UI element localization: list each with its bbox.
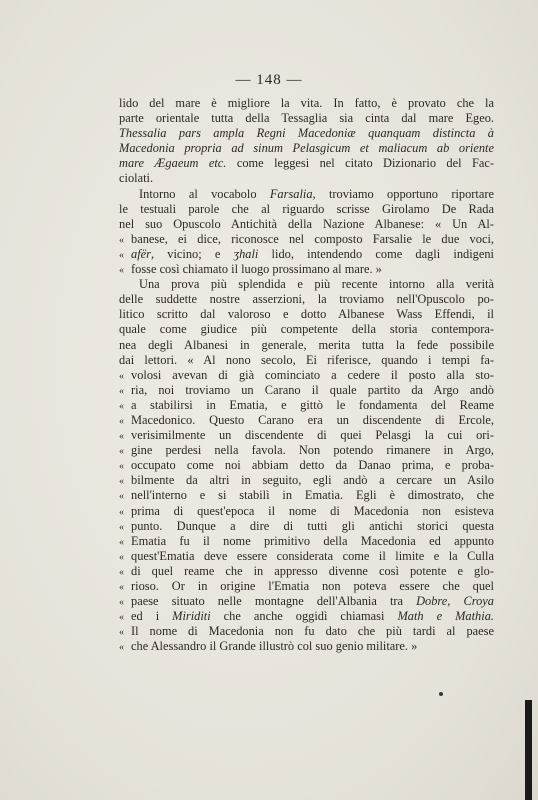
text-line xyxy=(119,96,494,111)
quote-mark: « xyxy=(119,491,124,503)
page-number: — 148 — xyxy=(235,72,303,88)
text-line xyxy=(119,594,494,609)
text-line xyxy=(119,579,494,594)
line-text: fosse così chiamato il luogo prossimano al mare. » xyxy=(131,262,382,277)
quote-mark: « xyxy=(119,234,124,246)
line-text: prima di quest'epoca il nome di Macedonia non esisteva xyxy=(131,503,494,518)
text-line xyxy=(119,171,494,186)
text-line xyxy=(119,338,494,353)
line-text: Ematia fu il nome primitivo della Macedonia ed appunto xyxy=(131,533,494,548)
quote-mark: « xyxy=(119,415,124,427)
line-text: che Alessandro il Grande illustrò col suo genio militare. » xyxy=(131,639,418,654)
line-text: verisimilmente un discendente di quei Pelasgi la cui ori- xyxy=(131,428,494,443)
quote-mark: « xyxy=(119,249,124,261)
text-line xyxy=(119,504,494,519)
line-text: Macedonico. Questo Carano era un discendente di Ercole, xyxy=(131,412,494,427)
quote-mark: « xyxy=(119,521,124,533)
italic-text: Math e Mathia. xyxy=(397,609,494,624)
line-text: parte orientale tutta della Tessaglia sia cinta dal mare Egeo. xyxy=(119,111,494,126)
line-text: Una prova più splendida e più recente intorno alla verità xyxy=(139,277,494,292)
italic-text: Dobre, Croya xyxy=(416,594,494,609)
line-text xyxy=(119,141,494,155)
text-line xyxy=(119,353,494,368)
text-line xyxy=(119,217,494,232)
line-text: quale come giudice più competente della storia contempora- xyxy=(119,322,494,337)
line-text: ciolati. xyxy=(119,171,154,186)
text-line xyxy=(119,534,494,549)
text-line xyxy=(119,111,494,126)
quote-mark: « xyxy=(119,597,124,609)
line-text: nea degli Albanesi in generale, merita tutta la fede possibile xyxy=(119,337,494,352)
text-line xyxy=(119,307,494,322)
text-line xyxy=(119,519,494,534)
italic-text: Farsalia xyxy=(269,186,313,201)
text-line xyxy=(119,549,494,564)
text-line xyxy=(119,247,494,262)
line-text: gine perdesi nella favola. Non potendo rimanere in Argo, xyxy=(131,443,494,458)
italic-text: ʒhali xyxy=(233,246,259,261)
line-text: Il nome di Macedonia non fu dato che più tardi al paese xyxy=(131,624,494,639)
line-text: banese, ei dice, riconosce nel composto Farsalie le due voci, xyxy=(131,231,494,246)
line-text: le testuali parole che al riguardo scrisse Girolamo De Rada xyxy=(119,201,494,216)
italic-text: Miriditi xyxy=(172,609,211,624)
text-line xyxy=(119,202,494,217)
text-line xyxy=(119,564,494,579)
text-line xyxy=(119,413,494,428)
text-line xyxy=(119,473,494,488)
text-line xyxy=(119,458,494,473)
italic-text: mare Ægaeum etc. xyxy=(119,156,227,171)
scan-edge-shadow xyxy=(525,700,532,800)
body-text xyxy=(119,96,494,654)
quote-mark: « xyxy=(119,506,124,518)
quote-mark: « xyxy=(119,370,124,382)
text-line xyxy=(119,156,494,171)
text-line xyxy=(119,322,494,337)
quote-mark: « xyxy=(119,476,124,488)
line-text: rioso. Or in origine l'Ematia non poteva essere che quel xyxy=(131,579,494,593)
line-text: bilmente da altri in seguito, egli andò a cercare un Asilo xyxy=(131,473,494,488)
quote-mark: « xyxy=(119,642,124,654)
text-line xyxy=(119,368,494,383)
line-text: ria, noi troviamo un Carano il quale partito da Argo andò xyxy=(131,382,494,397)
ink-speck xyxy=(439,692,443,696)
line-text: occupato come noi abbiam detto da Danao prima, e proba- xyxy=(131,458,494,473)
line-text: a stabilirsi in Ematia, e gittò le fondamenta del Reame xyxy=(131,397,494,412)
text-line xyxy=(119,277,494,292)
line-text xyxy=(119,126,494,140)
quote-mark: « xyxy=(119,431,124,443)
italic-text: Thessalia pars ampla Regni Macedoniæ quanquam distincta à xyxy=(119,126,494,141)
text-line xyxy=(119,488,494,503)
line-text: litico scritto dal valoroso e dotto Albanese Wass Effendi, il xyxy=(119,307,494,322)
quote-mark: « xyxy=(119,461,124,473)
text-line xyxy=(119,443,494,458)
italic-text: Macedonia propria ad sinum Pelasgicum et maliacum ab oriente xyxy=(119,141,494,156)
line-text: punto. Dunque a dire di tutti gli antichi storici questa xyxy=(131,518,494,533)
line-text: volosi avevan di già cominciato a cedere il posto alla sto- xyxy=(131,367,494,382)
line-text: mare Ægaeum etc. come leggesi nel citato Dizionario del Fac- xyxy=(119,156,494,171)
italic-text: afër xyxy=(131,246,151,261)
text-line xyxy=(119,428,494,443)
quote-mark: « xyxy=(119,582,124,593)
line-text: di quel reame che in appresso divenne così potente e glo- xyxy=(131,563,494,578)
text-line xyxy=(119,624,494,639)
quote-mark: « xyxy=(119,400,124,412)
quote-mark: « xyxy=(119,385,124,397)
text-line xyxy=(119,232,494,247)
line-text: quest'Ematia deve essere considerata come il limite e la Culla xyxy=(131,548,494,563)
quote-mark: « xyxy=(119,566,124,578)
text-line xyxy=(119,187,494,202)
line-text: nell'interno e si stabilì in Ematia. Egli è dimostrato, che xyxy=(131,488,494,503)
line-text: delle suddette nostre asserzioni, la troviamo nell'Opuscolo po- xyxy=(119,292,494,307)
line-text: afër, vicino; e ʒhali lido, intendendo come dagli indigeni xyxy=(131,246,494,261)
quote-mark: « xyxy=(119,265,124,277)
quote-mark: « xyxy=(119,536,124,548)
line-text: dai lettori. « Al nono secolo, Ei riferisce, quando i tempi fa- xyxy=(119,352,494,367)
text-line xyxy=(119,292,494,307)
quote-mark: « xyxy=(119,551,124,563)
text-line xyxy=(119,141,494,156)
line-text: ed i Miriditi che anche oggidì chiamasi Math e Mathia. xyxy=(131,609,494,624)
text-line xyxy=(119,262,494,277)
line-text: paese situato nelle montagne dell'Albania tra Dobre, Croya xyxy=(131,594,494,609)
quote-mark: « xyxy=(119,446,124,458)
text-line xyxy=(119,126,494,141)
text-line xyxy=(119,639,494,654)
text-line xyxy=(119,609,494,624)
text-line xyxy=(119,383,494,398)
quote-mark: « xyxy=(119,612,124,624)
quote-mark: « xyxy=(119,627,124,639)
line-text: lido del mare è migliore la vita. In fatto, è provato che la xyxy=(119,96,494,110)
text-line xyxy=(119,398,494,413)
line-text: Intorno al vocabolo Farsalia, troviamo opportuno riportare xyxy=(139,186,494,201)
line-text: nel suo Opuscolo Antichità della Nazione Albanese: « Un Al- xyxy=(119,216,494,231)
